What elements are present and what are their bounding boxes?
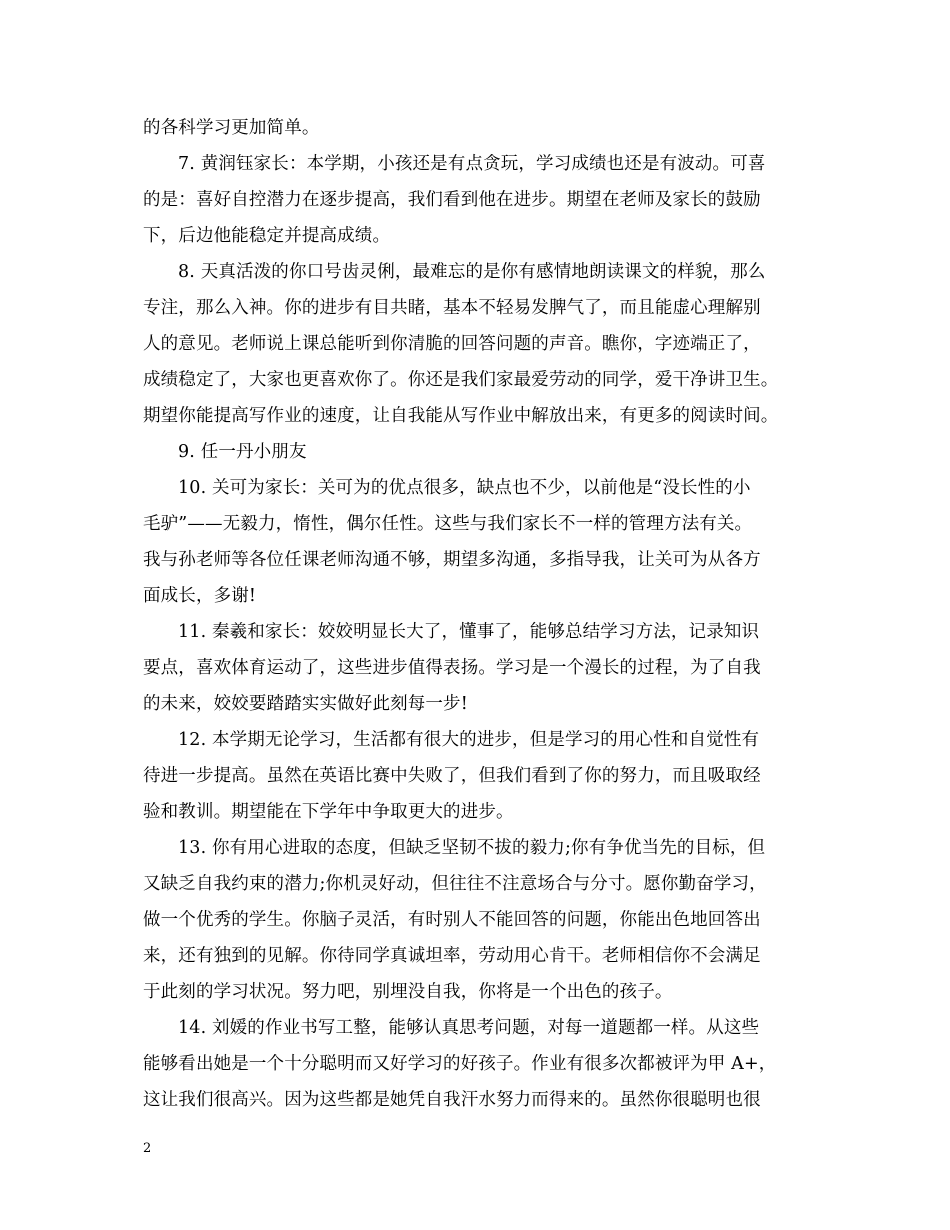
text-line: 的未来，姣姣要踏踏实实做好此刻每一步! — [143, 694, 468, 714]
text-line: 的是：喜好自控潜力在逐步提高，我们看到他在进步。期望在老师及家长的鼓励 — [143, 190, 761, 210]
text-line: 毛驴”——无毅力，惰性，偶尔任性。这些与我们家长不一样的管理方法有关。 — [143, 514, 753, 534]
text-line: 成绩稳定了，大家也更喜欢你了。你还是我们家最爱劳动的同学，爱干净讲卫生。 — [143, 370, 779, 390]
text-line: 待进一步提高。虽然在英语比赛中失败了，但我们看到了你的努力，而且吸取经 — [143, 766, 761, 786]
text-line: 13. 你有用心进取的态度，但缺乏坚韧不拔的毅力;你有争优当先的目标，但 — [178, 838, 766, 858]
text-line: 7. 黄润钰家长：本学期，小孩还是有点贪玩，学习成绩也还是有波动。可喜 — [178, 154, 766, 174]
text-line: 专注，那么入神。你的进步有目共睹，基本不轻易发脾气了，而且能虚心理解别 — [143, 298, 761, 318]
text-line: 验和教训。期望能在下学年中争取更大的进步。 — [143, 802, 514, 822]
text-line: 要点，喜欢体育运动了，这些进步值得表扬。学习是一个漫长的过程，为了自我 — [143, 658, 761, 678]
text-line: 面成长，多谢! — [143, 586, 257, 606]
text-line: 12. 本学期无论学习，生活都有很大的进步，但是学习的用心性和自觉性有 — [178, 730, 760, 750]
text-line: 8. 天真活泼的你口号齿灵俐，最难忘的是你有感情地朗读课文的样貌，那么 — [178, 262, 766, 282]
text-line: 做一个优秀的学生。你脑子灵活，有时别人不能回答的问题，你能出色地回答出 — [143, 910, 761, 930]
page-number: 2 — [143, 1141, 152, 1156]
text-line: 10. 关可为家长：关可为的优点很多，缺点也不少，以前他是“没长性的小 — [178, 478, 751, 498]
text-line: 期望你能提高写作业的速度，让自我能从写作业中解放出来，有更多的阅读时间。 — [143, 406, 779, 426]
text-line: 这让我们很高兴。因为这些都是她凭自我汗水努力而得来的。虽然你很聪明也很 — [143, 1090, 761, 1110]
text-line: 下，后边他能稳定并提高成绩。 — [143, 226, 391, 246]
text-line: 人的意见。老师说上课总能听到你清脆的回答问题的声音。瞧你，字迹端正了， — [143, 334, 761, 354]
text-line: 9. 任一丹小朋友 — [178, 442, 307, 462]
text-line: 又缺乏自我约束的潜力;你机灵好动，但往往不注意场合与分寸。愿你勤奋学习， — [143, 874, 767, 894]
text-line: 我与孙老师等各位任课老师沟通不够，期望多沟通，多指导我，让关可为从各方 — [143, 550, 761, 570]
text-line: 于此刻的学习状况。努力吧，别埋没自我，你将是一个出色的孩子。 — [143, 982, 673, 1002]
text-line: 11. 秦羲和家长：姣姣明显长大了，懂事了，能够总结学习方法，记录知识 — [178, 622, 760, 642]
text-line: 的各科学习更加简单。 — [143, 118, 320, 138]
text-line: 来，还有独到的见解。你待同学真诚坦率，劳动用心肯干。老师相信你不会满足 — [143, 946, 761, 966]
text-line: 14. 刘媛的作业书写工整，能够认真思考问题，对每一道题都一样。从这些 — [178, 1018, 760, 1038]
text-line: 能够看出她是一个十分聪明而又好学习的好孩子。作业有很多次都被评为甲 A+， — [143, 1054, 777, 1074]
